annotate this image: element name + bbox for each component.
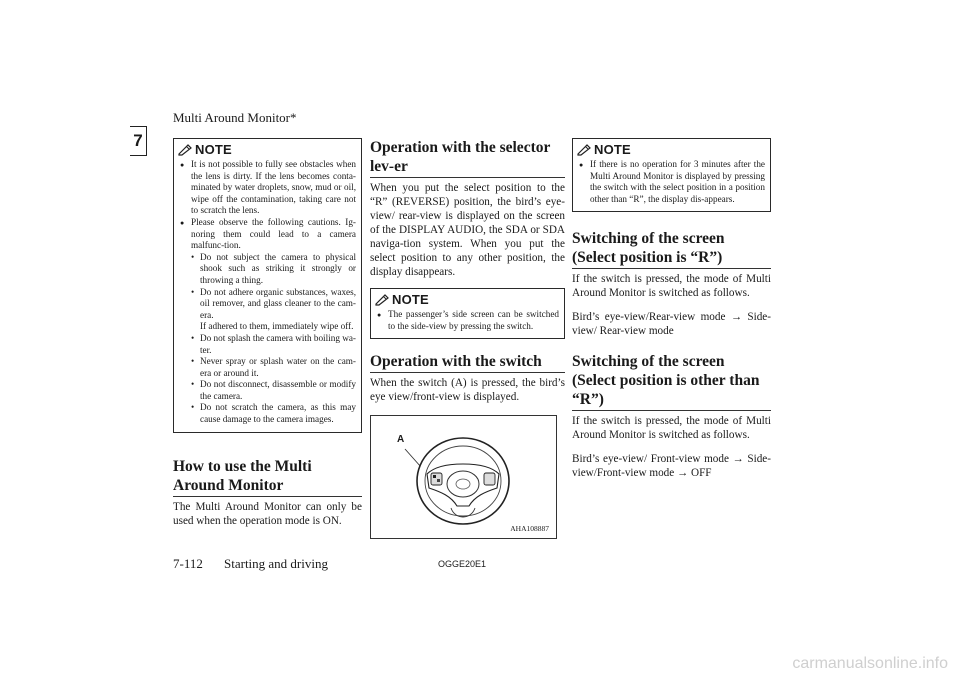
sub-bullet xyxy=(180,356,356,379)
note-title: NOTE xyxy=(392,292,429,307)
sub-bullet-text: Do not disconnect, disassemble or modify the camera. xyxy=(200,379,356,401)
note-bullet-text: The passenger’s side screen can be switched to the side-view by pressing the switch. xyxy=(388,309,559,331)
section-heading: Operation with the switch xyxy=(370,352,565,373)
sub-bullet xyxy=(180,379,356,402)
steering-wheel-figure xyxy=(370,415,557,539)
chapter-tab: 7 xyxy=(130,126,147,156)
column-2 xyxy=(370,138,565,539)
section-heading: How to use the Multi Around Monitor xyxy=(173,457,362,497)
body-paragraph: When the switch (A) is pressed, the bird’s eye view/front-view is displayed. xyxy=(370,377,565,404)
body-paragraph: If the switch is pressed, the mode of Multi Around Monitor is switched as follows. xyxy=(572,273,771,300)
note-header xyxy=(577,142,765,157)
dot-icon: • xyxy=(191,379,195,390)
body-paragraph: Bird’s eye-view/Rear-view mode → Side-view/ Rear-view mode xyxy=(572,311,771,338)
section-heading: Switching of the screen (Select position is “R”) xyxy=(572,229,771,269)
running-head: Multi Around Monitor* xyxy=(173,110,297,125)
sub-bullet-text: Do not scratch the camera, as this may cause damage to the camera images. xyxy=(200,402,356,425)
sub-bullet-continuation: If adhered to them, immediately wipe off. xyxy=(200,321,354,332)
note-bullet xyxy=(377,309,559,332)
note-header xyxy=(375,292,559,307)
column-1 xyxy=(173,138,362,528)
body-paragraph: Bird’s eye-view/ Front-view mode → Side-view/Front-view mode → OFF xyxy=(572,453,771,480)
note-bullet-text: If there is no operation for 3 minutes after the Multi Around Monitor is displayed by pressing the switch with the select position in a position other than “R”, the display dis-appears. xyxy=(590,159,765,204)
note-bullet-text: It is not possible to fully see obstacles when the lens is dirty. If the lens becomes conta-minated by water droplets, snow, mud or oil, wipe off the contamination, taking care not to scratch the lens. xyxy=(191,159,356,216)
bullet-icon: ● xyxy=(377,311,382,319)
body-paragraph: If the switch is pressed, the mode of Multi Around Monitor is switched as follows. xyxy=(572,415,771,442)
callout-label-a: A xyxy=(397,434,405,446)
footer-section-title: Starting and driving xyxy=(224,556,328,571)
note-box xyxy=(572,138,771,212)
footer-page-number: 7-112 xyxy=(173,556,203,571)
sub-bullet xyxy=(180,333,356,356)
sub-bullet-text: Never spray or splash water on the cam-era or around it. xyxy=(200,356,356,378)
sub-bullet xyxy=(180,287,356,322)
sub-bullet xyxy=(180,402,356,425)
bullet-icon: ● xyxy=(180,218,185,227)
body-paragraph: When you put the select position to the “R” (REVERSE) position, the bird’s eye-view/ rear-view is displayed on the screen of the DISPLAY AUDIO, the SDA or SDA naviga-tion system. When you put the select position to any other position, the display disappears. xyxy=(370,182,565,278)
note-header xyxy=(178,142,356,157)
bullet-icon: ● xyxy=(579,161,584,169)
pencil-note-icon xyxy=(178,144,192,156)
sub-bullet-text: Do not subject the camera to physical shook such as striking it strongly or throwing a thing. xyxy=(200,251,356,285)
bullet-icon: ● xyxy=(180,161,185,169)
section-heading: Switching of the screen (Select position is other than “R”) xyxy=(572,352,771,411)
note-bullet xyxy=(180,217,356,252)
dot-icon: • xyxy=(191,251,195,262)
body-paragraph: The Multi Around Monitor can only be used when the operation mode is ON. xyxy=(173,500,362,527)
note-box xyxy=(370,288,565,339)
section-heading: Operation with the selector lev-er xyxy=(370,138,565,178)
figure-code: AHA108887 xyxy=(510,524,549,534)
sub-bullet-text: Do not splash the camera with boiling wa-ter. xyxy=(200,332,356,355)
note-bullet xyxy=(180,159,356,217)
note-title: NOTE xyxy=(594,142,631,157)
dot-icon: • xyxy=(191,402,195,413)
pencil-note-icon xyxy=(577,144,591,156)
note-bullet-text: Please observe the following cautions. Ig-noring them could lead to a camera malfunc-tion. xyxy=(191,216,356,251)
sub-bullet xyxy=(180,252,356,287)
dot-icon: • xyxy=(191,332,195,343)
note-bullet xyxy=(579,159,765,205)
note-box xyxy=(173,138,362,433)
sub-bullet-text: Do not adhere organic substances, waxes, oil remover, and glass cleaner to the cam-era. xyxy=(200,286,356,320)
column-3 xyxy=(572,138,771,480)
dot-icon: • xyxy=(191,356,195,367)
note-title: NOTE xyxy=(195,142,232,157)
watermark: carmanualsonline.info xyxy=(792,655,948,672)
dot-icon: • xyxy=(191,286,195,297)
footer-doc-code: OGGE20E1 xyxy=(438,559,487,569)
pencil-note-icon xyxy=(375,294,389,306)
